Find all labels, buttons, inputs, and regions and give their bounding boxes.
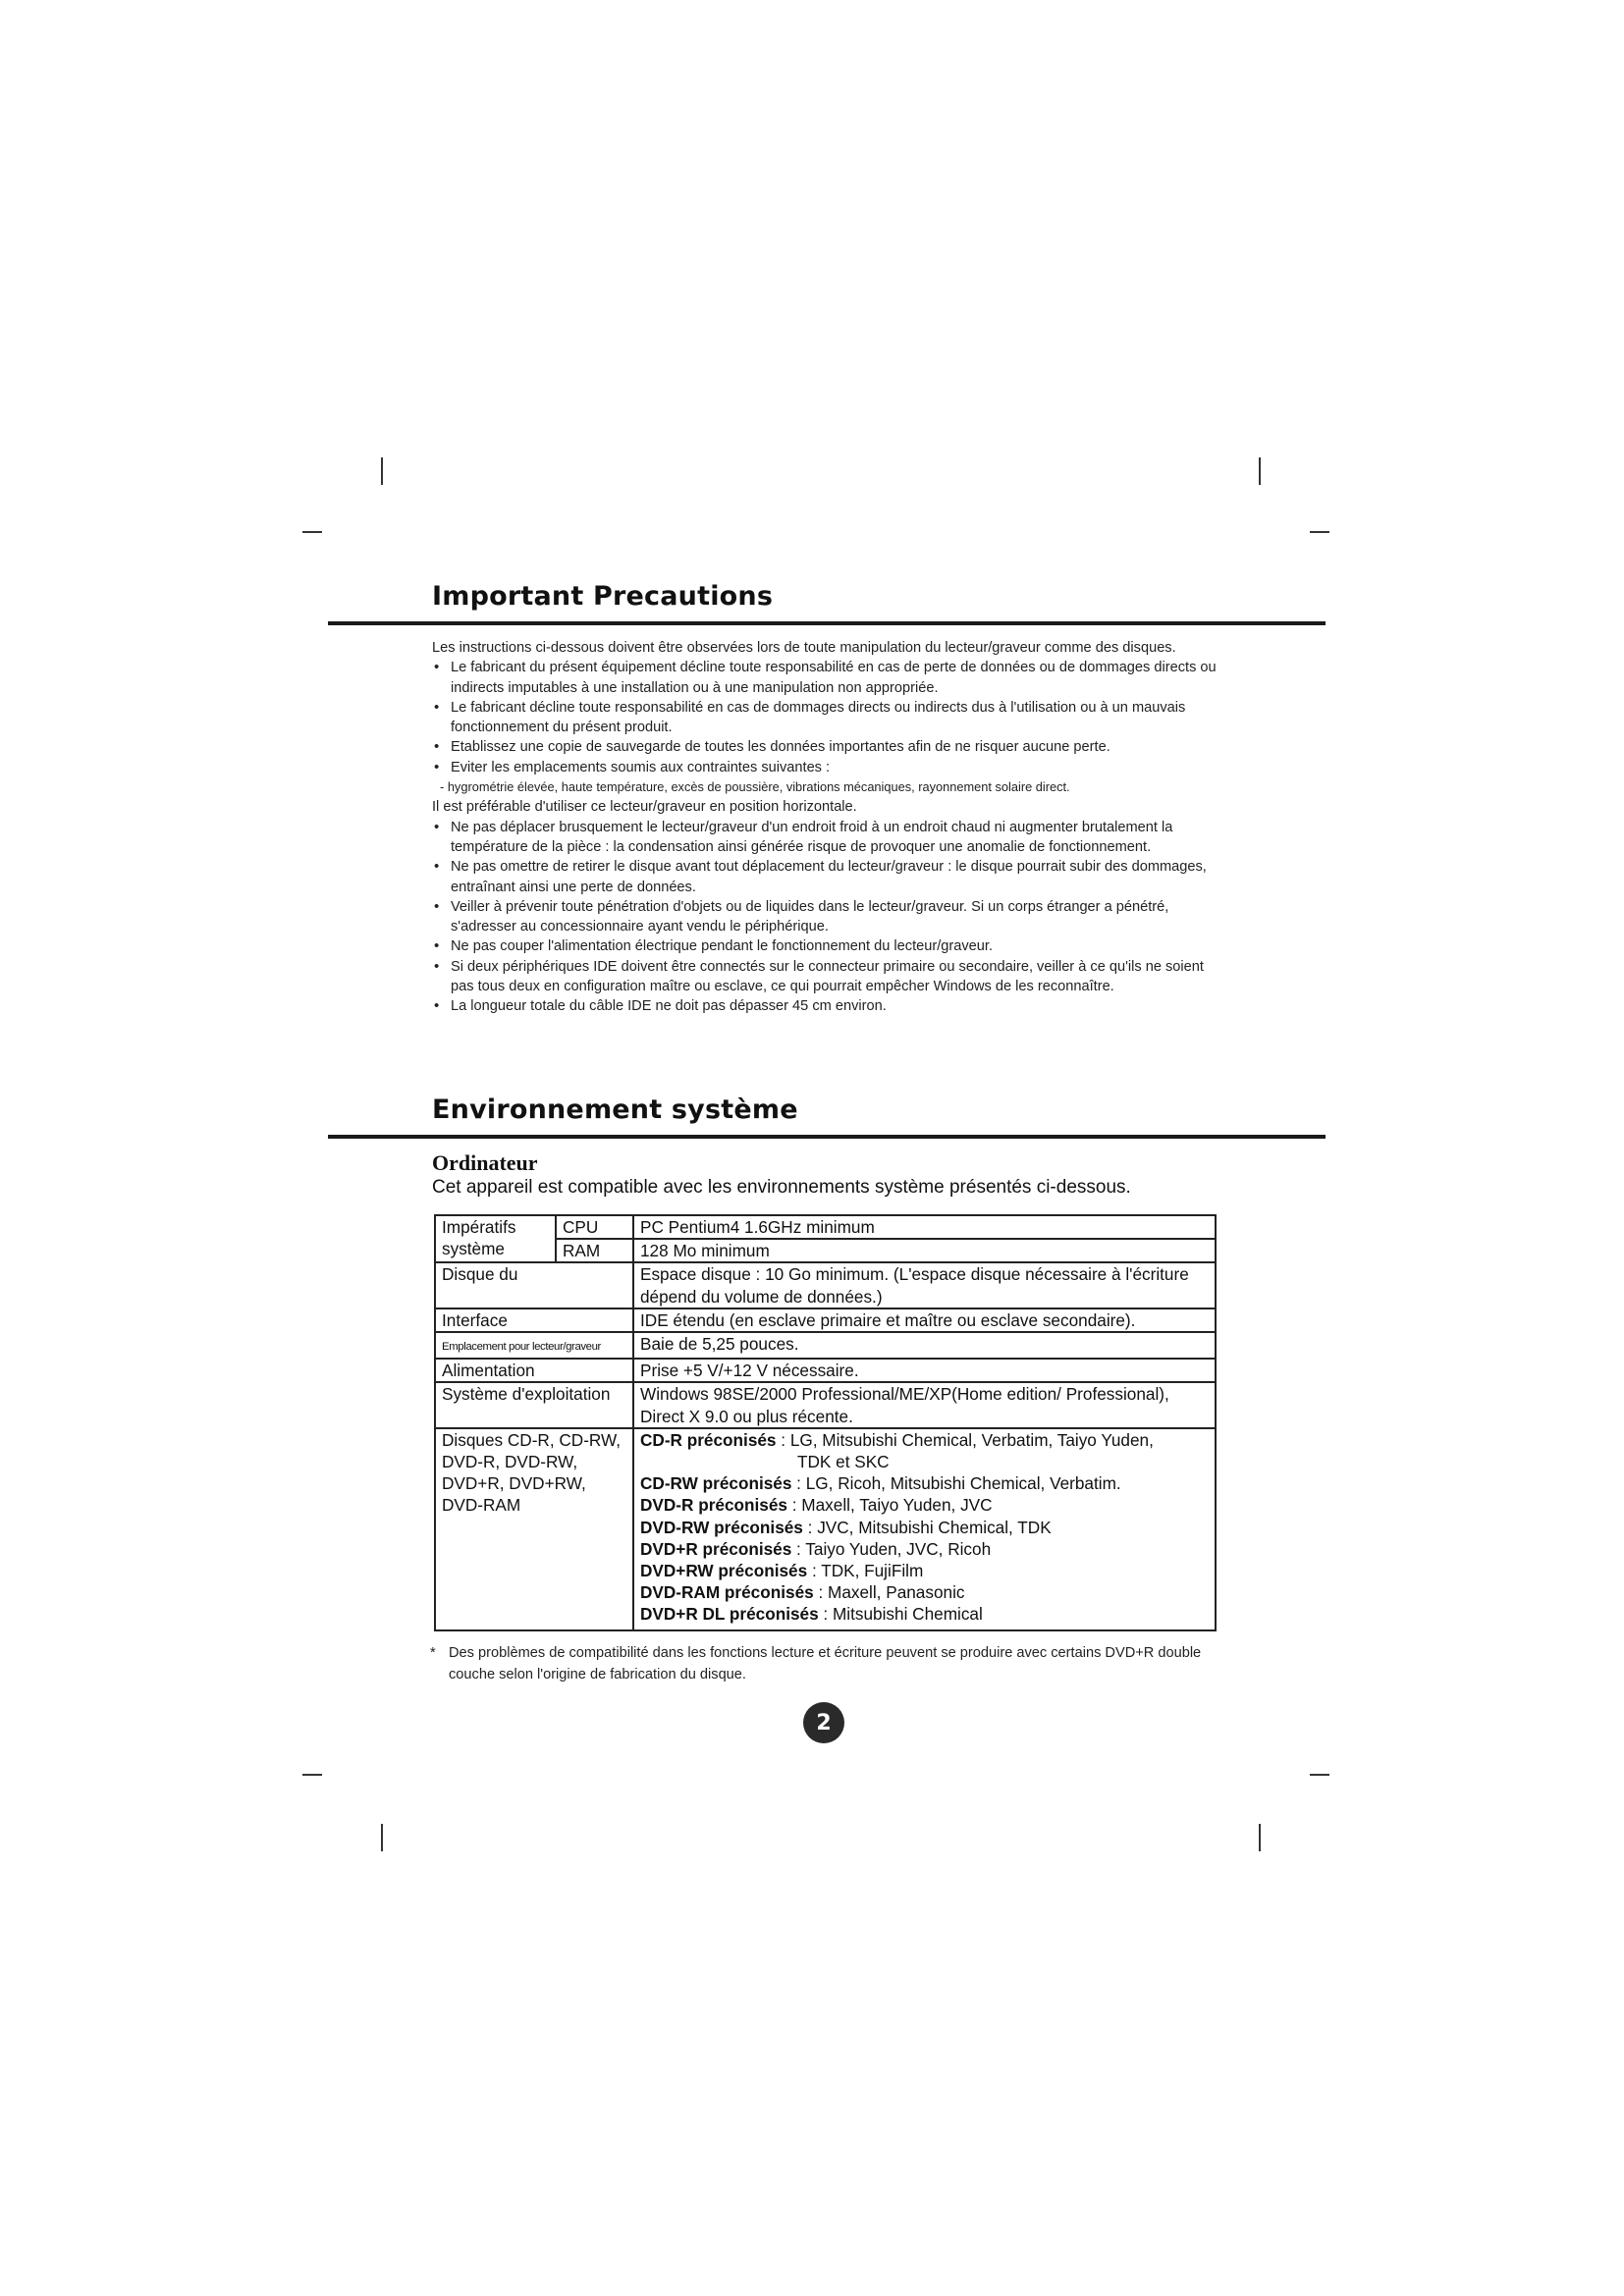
page-number: 2 bbox=[816, 1710, 832, 1735]
list-item: • Veiller à prévenir toute pénétration d'objets ou de liquides dans le lecteur/graveur. Si un corps étranger a pénétré, s'adresser au concessionnaire ayant vendu le périphérique. bbox=[432, 897, 1218, 937]
table-row bbox=[435, 1262, 1216, 1308]
requirements-table bbox=[434, 1214, 1217, 1631]
table-cell: 128 Mo minimum bbox=[633, 1239, 1216, 1262]
media-brands: TDK et SKC bbox=[797, 1452, 890, 1472]
media-type: DVD-RAM préconisés bbox=[640, 1582, 814, 1603]
footnote-text: Des problèmes de compatibilité dans les fonctions lecture et écriture peuvent se produire avec certains DVD+R double couche selon l'origine de fabrication du disque. bbox=[449, 1645, 1202, 1682]
table-cell bbox=[633, 1428, 1216, 1630]
subsection-title: Ordinateur bbox=[432, 1150, 538, 1175]
table-row bbox=[435, 1332, 1216, 1359]
table-cell: Windows 98SE/2000 Professional/ME/XP(Home edition/ Professional), Direct X 9.0 ou plus récente. bbox=[633, 1382, 1216, 1427]
media-type: DVD-R préconisés bbox=[640, 1495, 787, 1516]
media-line bbox=[640, 1603, 1209, 1625]
list-item: • Eviter les emplacements soumis aux contraintes suivantes : bbox=[432, 758, 1218, 777]
footnote-marker: * bbox=[430, 1645, 436, 1661]
table-row bbox=[435, 1215, 1216, 1239]
media-brands: : LG, Ricoh, Mitsubishi Chemical, Verbatim. bbox=[791, 1473, 1121, 1494]
media-brands: : Taiyo Yuden, JVC, Ricoh bbox=[791, 1538, 992, 1559]
table-row bbox=[435, 1382, 1216, 1427]
media-line bbox=[640, 1451, 1209, 1472]
footnote bbox=[430, 1642, 1216, 1685]
media-line bbox=[640, 1581, 1209, 1603]
condensed-label: Emplacement pour lecteur/graveur bbox=[442, 1341, 601, 1354]
crop-mark bbox=[1259, 1824, 1261, 1851]
media-type: DVD+RW préconisés bbox=[640, 1561, 808, 1581]
table-cell: Système d'exploitation bbox=[435, 1382, 633, 1427]
media-type: DVD-RW préconisés bbox=[640, 1517, 803, 1537]
crop-mark bbox=[1310, 531, 1329, 533]
list-item: • Ne pas déplacer brusquement le lecteur/graveur d'un endroit froid à un endroit chaud ni augmenter brutalement la température de la pièce : la condensation ainsi générée risque de provoquer une anomalie de fonctionnement. bbox=[432, 818, 1218, 858]
list-item: • Ne pas couper l'alimentation électrique pendant le fonctionnement du lecteur/graveur. bbox=[432, 936, 1218, 956]
table-cell: Impératifs système bbox=[435, 1215, 556, 1262]
media-brands: : LG, Mitsubishi Chemical, Verbatim, Taiyo Yuden, bbox=[776, 1429, 1154, 1450]
table-cell: Disques CD-R, CD-RW, DVD-R, DVD-RW, DVD+R, DVD+RW, DVD-RAM bbox=[435, 1428, 633, 1630]
media-brands: : Mitsubishi Chemical bbox=[818, 1604, 983, 1625]
page-number-badge bbox=[803, 1702, 844, 1743]
precautions-list-a bbox=[432, 658, 1218, 777]
list-item: • Le fabricant décline toute responsabilité en cas de dommages directs ou indirects dus à l'utilisation ou à un mauvais fonctionnement du présent produit. bbox=[432, 698, 1218, 738]
table-cell: Prise +5 V/+12 V nécessaire. bbox=[633, 1359, 1216, 1382]
orientation-note: Il est préférable d'utiliser ce lecteur/graveur en position horizontale. bbox=[432, 799, 857, 816]
media-line bbox=[640, 1472, 1209, 1494]
table-row bbox=[435, 1428, 1216, 1630]
crop-mark bbox=[381, 1824, 383, 1851]
section-rule bbox=[328, 621, 1326, 625]
section-title-environment: Environnement système bbox=[432, 1095, 798, 1125]
media-type: CD-R préconisés bbox=[640, 1429, 777, 1450]
media-brands: : Maxell, Taiyo Yuden, JVC bbox=[786, 1495, 993, 1516]
media-type: CD-RW préconisés bbox=[640, 1473, 792, 1494]
media-type: DVD+R DL préconisés bbox=[640, 1604, 819, 1625]
table-cell: Interface bbox=[435, 1308, 633, 1332]
media-line bbox=[640, 1538, 1209, 1560]
table-cell: IDE étendu (en esclave primaire et maître ou esclave secondaire). bbox=[633, 1308, 1216, 1332]
crop-mark bbox=[302, 531, 322, 533]
conditions-line: - hygrométrie élevée, haute température, excès de poussière, vibrations mécaniques, rayonnement solaire direct. bbox=[440, 779, 1070, 795]
media-line bbox=[640, 1517, 1209, 1538]
precautions-intro: Les instructions ci-dessous doivent être observées lors de toute manipulation du lecteur/graveur comme des disques. bbox=[432, 640, 1176, 656]
media-line bbox=[640, 1494, 1209, 1516]
media-brands: : TDK, FujiFilm bbox=[807, 1561, 924, 1581]
table-cell: PC Pentium4 1.6GHz minimum bbox=[633, 1215, 1216, 1239]
table-row bbox=[435, 1308, 1216, 1332]
table-cell: RAM bbox=[556, 1239, 633, 1262]
table-cell: Espace disque : 10 Go minimum. (L'espace disque nécessaire à l'écriture dépend du volume de données.) bbox=[633, 1262, 1216, 1308]
table-cell: CPU bbox=[556, 1215, 633, 1239]
table-row bbox=[435, 1359, 1216, 1382]
section-title-precautions: Important Precautions bbox=[432, 581, 774, 612]
list-item: • Le fabricant du présent équipement décline toute responsabilité en cas de perte de données ou de dommages directs ou indirects imputables à une installation ou à une manipulation non appropriée. bbox=[432, 658, 1218, 698]
crop-mark bbox=[381, 457, 383, 485]
table-cell bbox=[435, 1332, 633, 1359]
precautions-body bbox=[432, 638, 1218, 1017]
crop-mark bbox=[302, 1774, 322, 1776]
media-type: DVD+R préconisés bbox=[640, 1538, 792, 1559]
media-brands: : JVC, Mitsubishi Chemical, TDK bbox=[802, 1517, 1052, 1537]
table-cell: Baie de 5,25 pouces. bbox=[633, 1332, 1216, 1359]
media-line bbox=[640, 1560, 1209, 1581]
list-item: • Ne pas omettre de retirer le disque avant tout déplacement du lecteur/graveur : le disque pourrait subir des dommages, entraînant ainsi une perte de données. bbox=[432, 857, 1218, 897]
list-item: • Etablissez une copie de sauvegarde de toutes les données importantes afin de ne risquer aucune perte. bbox=[432, 737, 1218, 757]
list-item: • Si deux périphériques IDE doivent être connectés sur le connecteur primaire ou secondaire, veiller à ce qu'ils ne soient pas tous deux en configuration maître ou esclave, ce qui pourrait empêcher Windows de les reconnaître. bbox=[432, 957, 1218, 997]
compatibility-intro: Cet appareil est compatible avec les environnements système présentés ci-dessous. bbox=[432, 1177, 1131, 1198]
list-item: • La longueur totale du câble IDE ne doit pas dépasser 45 cm environ. bbox=[432, 996, 1218, 1016]
precautions-list-b bbox=[432, 818, 1218, 1017]
section-rule bbox=[328, 1135, 1326, 1139]
table-cell: Alimentation bbox=[435, 1359, 633, 1382]
table-cell: Disque du bbox=[435, 1262, 633, 1308]
media-line bbox=[640, 1429, 1209, 1451]
media-brands: : Maxell, Panasonic bbox=[813, 1582, 965, 1603]
crop-mark bbox=[1310, 1774, 1329, 1776]
crop-mark bbox=[1259, 457, 1261, 485]
